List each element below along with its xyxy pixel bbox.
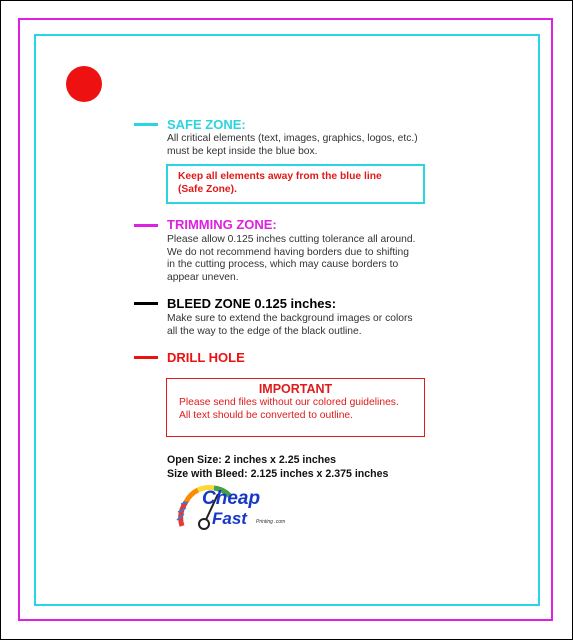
trim-zone-line: appear uneven. [167, 271, 239, 283]
trim-zone-line: Please allow 0.125 inches cutting tolerance all around. [167, 234, 416, 245]
bleed-zone-description [167, 313, 413, 338]
logo-word-fast: Fast [212, 509, 247, 528]
safe-note-line: Keep all elements away from the blue line [178, 171, 382, 182]
company-logo [174, 484, 294, 534]
bleed-zone-line: all the way to the edge of the black outline. [167, 325, 362, 337]
safe-zone-description [167, 133, 418, 158]
open-size-text: Open Size: 2 inches x 2.25 inches [167, 454, 336, 466]
bleed-zone-line: Make sure to extend the background images or colors [167, 313, 413, 324]
safe-zone-note-box [166, 164, 425, 204]
bleed-size-text: Size with Bleed: 2.125 inches x 2.375 inches [167, 468, 389, 480]
trim-zone-line: We do not recommend having borders due to shifting [167, 246, 409, 258]
safe-zone-heading: SAFE ZONE: [167, 117, 246, 132]
bleed-zone-legend-line [134, 302, 158, 305]
safe-zone-legend-line [134, 123, 158, 126]
important-line: All text should be converted to outline. [179, 410, 354, 421]
important-line: Please send files without our colored guidelines. [179, 397, 399, 408]
logo-word-cheap: Cheap [202, 488, 261, 509]
safe-note-line: (Safe Zone). [178, 184, 237, 195]
important-title: IMPORTANT [258, 382, 333, 396]
important-box [166, 378, 425, 437]
trim-zone-legend-line [134, 224, 158, 227]
drill-hole-heading: DRILL HOLE [167, 350, 245, 365]
trim-zone-heading: TRIMMING ZONE: [167, 217, 277, 232]
trim-zone-description [167, 234, 415, 284]
safe-zone-line: All critical elements (text, images, graphics, logos, etc.) [167, 133, 418, 144]
drill-hole-marker [66, 66, 102, 102]
logo-tagline: Printing .com [256, 519, 286, 525]
bleed-zone-heading: BLEED ZONE 0.125 inches: [167, 296, 337, 311]
drill-hole-legend-line [134, 356, 158, 359]
trim-zone-line: in the cutting process, which may cause borders to [167, 259, 399, 271]
safe-zone-line: must be kept inside the blue box. [167, 145, 318, 157]
